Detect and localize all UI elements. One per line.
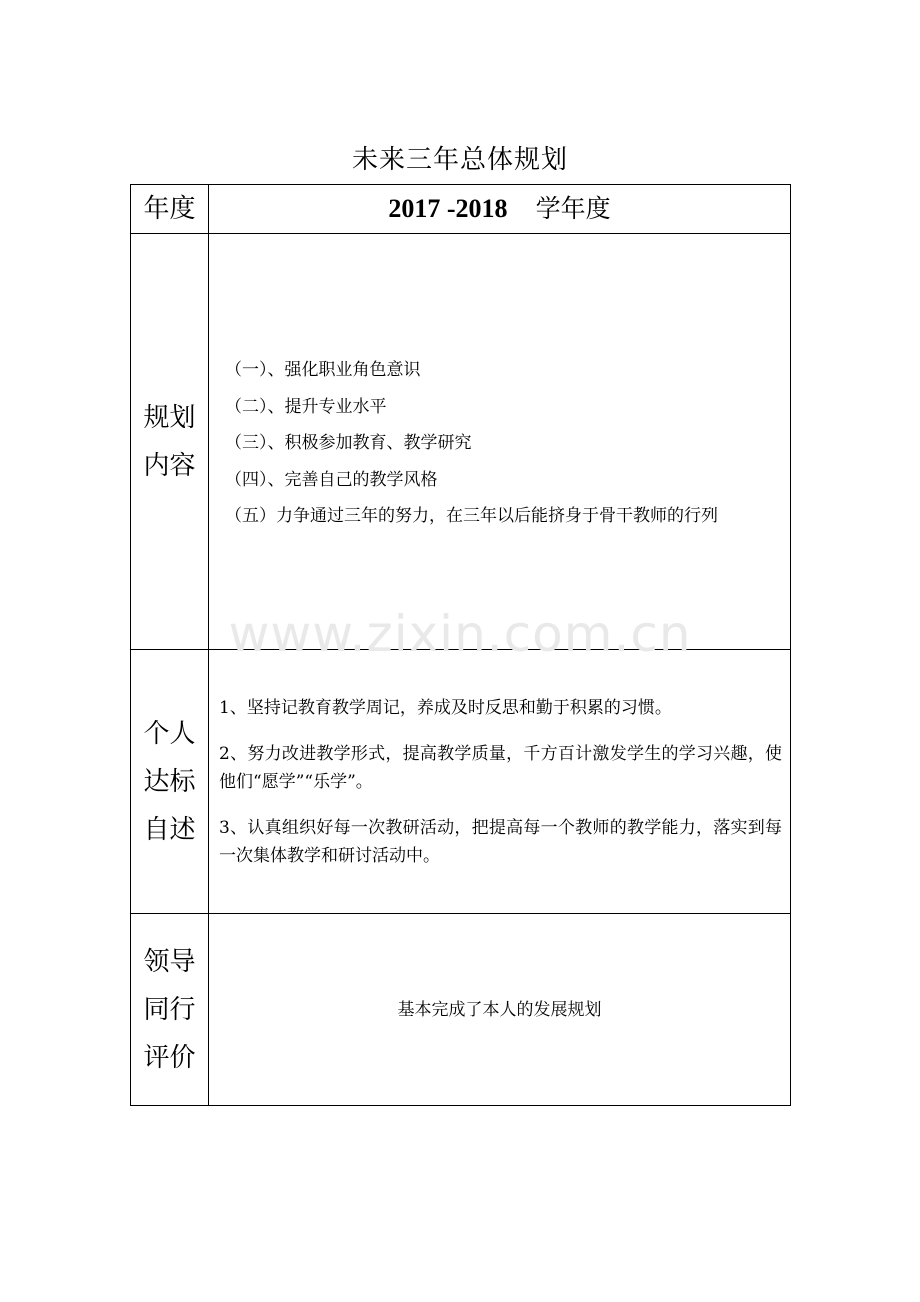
plan-item: （一）、强化职业角色意识 bbox=[225, 360, 421, 380]
plan-label-line-1: 规划 bbox=[143, 402, 196, 433]
plan-item-list bbox=[225, 352, 780, 535]
plan-content-row bbox=[131, 234, 791, 650]
evaluation-row bbox=[131, 914, 791, 1106]
self-statement-row bbox=[131, 650, 791, 914]
self-label-line-3: 自述 bbox=[143, 814, 196, 845]
plan-item: （三）、积极参加教育、教学研究 bbox=[225, 433, 472, 453]
self-statement-item: 1、坚持记教育教学周记，养成及时反思和勤于积累的习惯。 bbox=[219, 698, 672, 718]
plan-item: （五）力争通过三年的努力，在三年以后能挤身于骨干教师的行列 bbox=[225, 506, 718, 526]
school-year-range: 2017 -2018 bbox=[388, 194, 508, 223]
eval-label-line-3: 评价 bbox=[143, 1042, 196, 1073]
plan-label-line-2: 内容 bbox=[143, 450, 196, 481]
eval-label-cell bbox=[131, 914, 209, 1106]
year-row bbox=[131, 185, 791, 234]
self-label-line-2: 达标 bbox=[143, 766, 196, 797]
year-value-cell bbox=[209, 185, 791, 234]
self-statement-item: 2、努力改进教学形式，提高教学质量，千方百计激发学生的学习兴趣，使他们“愿学”“乐学”。 bbox=[219, 744, 782, 792]
plan-label-cell bbox=[131, 234, 209, 650]
self-statement-item: 3、认真组织好每一次教研活动，把提高每一个教师的教学能力，落实到每一次集体教学和研讨活动中。 bbox=[219, 818, 782, 866]
plan-table bbox=[130, 184, 791, 1106]
eval-label-line-1: 领导 bbox=[143, 946, 196, 977]
school-year-unit: 学年 bbox=[535, 194, 586, 223]
year-label: 年度 bbox=[143, 194, 196, 224]
school-year-unit-suffix: 度 bbox=[585, 194, 611, 223]
eval-label-line-2: 同行 bbox=[143, 994, 196, 1025]
plan-item: （二）、提升专业水平 bbox=[225, 396, 387, 417]
self-label-line-1: 个人 bbox=[143, 718, 196, 749]
evaluation-text: 基本完成了本人的发展规划 bbox=[397, 999, 602, 1020]
evaluation-cell bbox=[209, 914, 791, 1106]
self-statement-cell bbox=[209, 650, 791, 914]
plan-content-cell bbox=[209, 234, 791, 650]
plan-item: （四）、完善自己的教学风格 bbox=[225, 469, 438, 490]
self-statement-list bbox=[219, 694, 782, 870]
self-label-cell bbox=[131, 650, 209, 914]
year-label-cell bbox=[131, 185, 209, 234]
page-title: 未来三年总体规划 bbox=[351, 145, 568, 175]
watermark: www.zixin.com.cn bbox=[228, 605, 692, 663]
